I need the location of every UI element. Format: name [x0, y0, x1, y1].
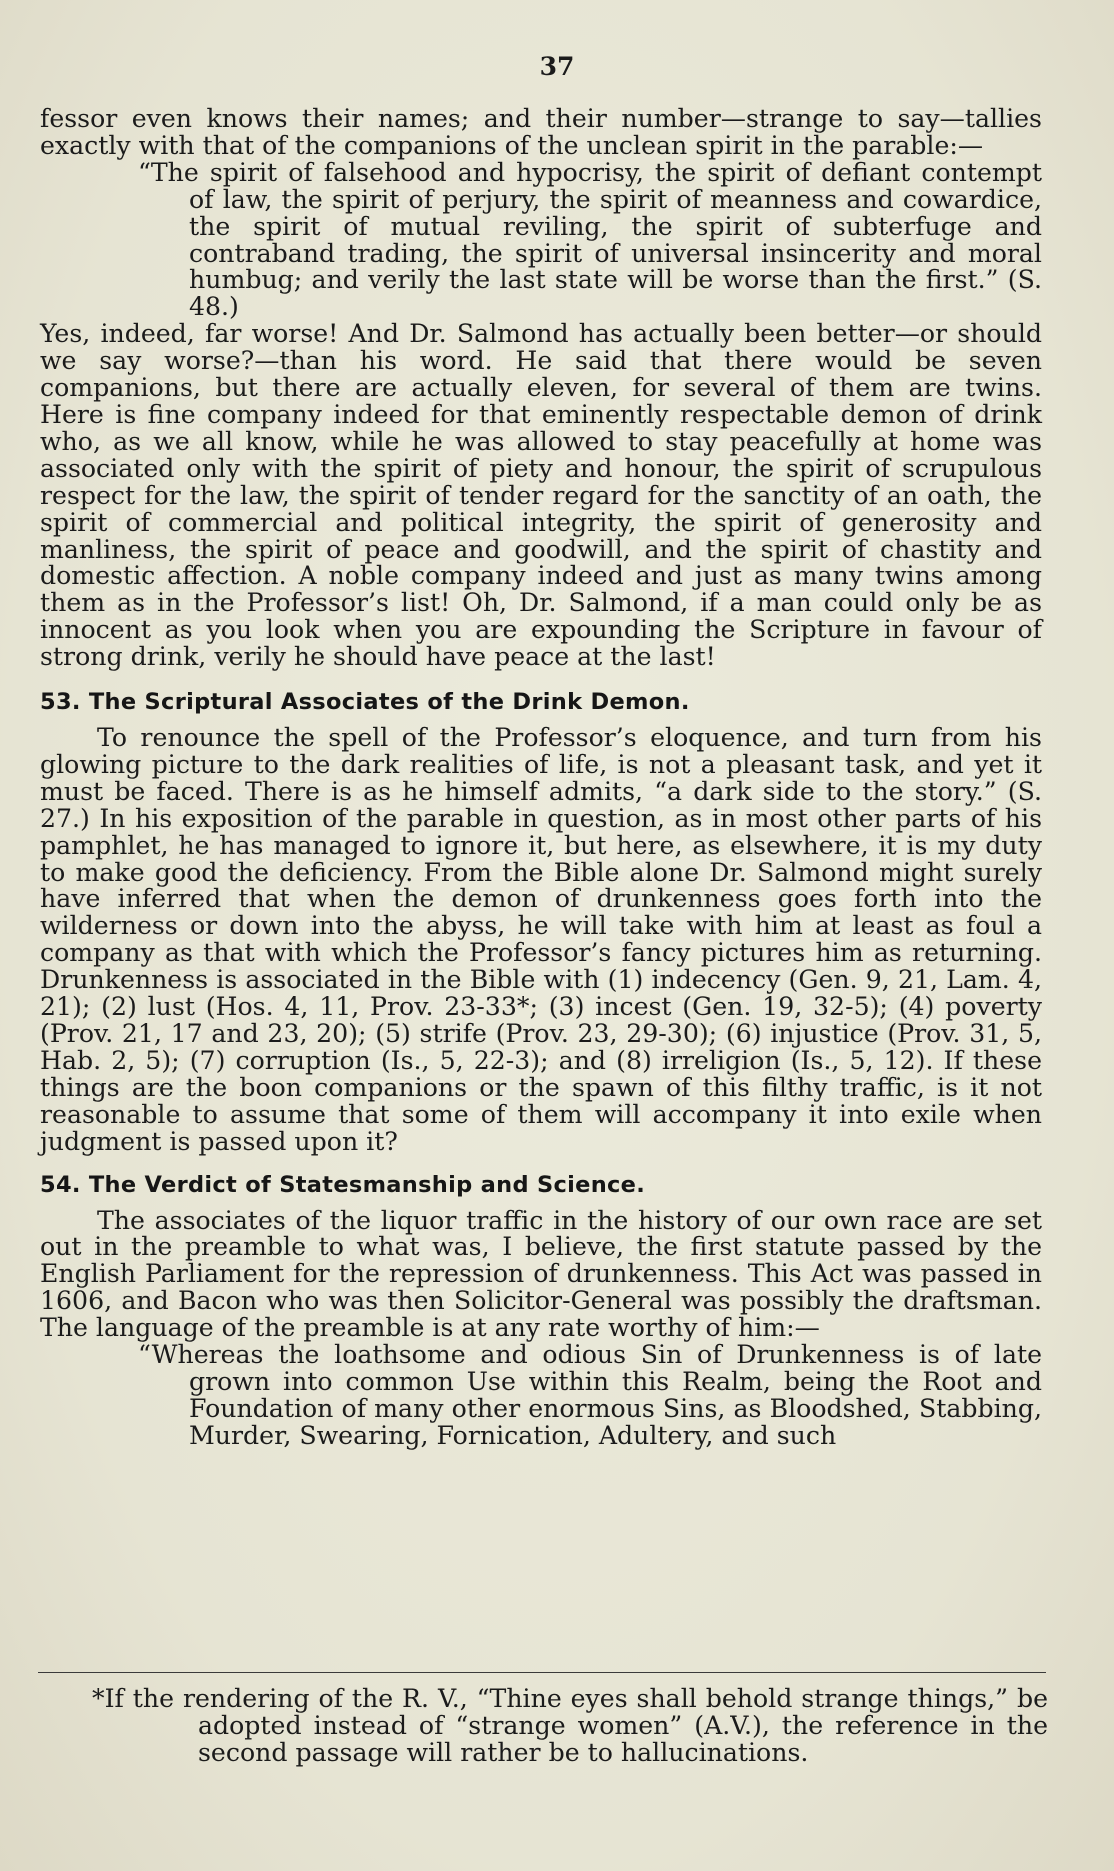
page-number: 37 — [539, 52, 575, 81]
paragraph-far-worse: Yes, indeed, far worse! And Dr. Salmond has actually been better—or should we say worse?—than his word. He said that there would be seven companions, but there are actually eleven, for several of them are twins. Here is fine company indeed for that eminently respectable demon of drink who, as we all know, while he was allowed to stay peacefully at home was associated only with the spirit of piety and honour, the spirit of scrupulous respect for the law, the spirit of tender regard for the sanctity of an oath, the spirit of commercial and political integrity, the spirit of generosity and manliness, the spirit of peace and goodwill, and the spirit of chastity and domestic affection. A noble company indeed and just as many twins among them as in the Professor’s list! Oh, Dr. Salmond, if a man could only be as innocent as you look when you are expounding the Scripture in favour of strong drink, verily he should have peace at the last! — [40, 319, 1042, 672]
footnote — [92, 1686, 1048, 1767]
section-heading-53: 53. The Scriptural Associates of the Drink Demon. — [40, 689, 690, 716]
block-quote-seven-spirits: “The spirit of falsehood and hypocrisy, the spirit of defiant contempt of law, the spirit of perjury, the spirit of meanness and cowardice, the spirit of mutual reviling, the spirit of subterfuge and contraband trading, the spirit of universal insincerity and moral humbug; and verily the last state will be worse than the first.” (S. 48.) — [138, 157, 1042, 322]
paragraph-intro: fessor even knows their names; and their number—strange to say—tallies exactly with that of the companions of the unclean spirit in the parable:— — [40, 104, 1042, 160]
section-53-body: To renounce the spell of the Professor’s eloquence, and turn from his glowing picture to the dark realities of life, is not a pleasant task, and yet it must be faced. There is as he himself admits, “a dark side to the story.” (S. 27.) In his exposition of the parable in question, as in most other parts of his pamphlet, he has managed to ignore it, but here, as elsewhere, it is my duty to make good the deficiency. From the Bible alone Dr. Salmond might surely have inferred that when the demon of drunkenness goes forth into the wilderness or down into the abyss, he will take with him at least as foul a company as that with which the Professor’s fancy pictures him as returning. Drunkenness is associated in the Bible with (1) indecency (Gen. 9, 21, Lam. 4, 21); (2) lust (Hos. 4, 11, Prov. 23-33*; (3) incest (Gen. 19, 32-5); (4) poverty (Prov. 21, 17 and 23, 20); (5) strife (Prov. 23, 29-30); (6) injustice (Prov. 31, 5, Hab. 2, 5); (7) corruption (Is., 5, 22-3); and (8) irreligion (Is., 5, 12). If these things are the boon companions or the spawn of this filthy traffic, is it not reasonable to assume that some of them will accompany it into exile when judgment is passed upon it? — [40, 723, 1042, 1156]
footnote-text: *If the rendering of the R. V., “Thine eyes shall behold strange things,” be adopted instead of “strange women” (A.V.), the reference in the second passage will rather be to hallucinations. — [92, 1684, 1048, 1767]
footnote-divider — [38, 1672, 1046, 1673]
page-body — [40, 106, 1042, 1450]
section-54-body: The associates of the liquor traffic in the history of our own race are set out in the preamble to what was, I believe, the first statute passed by the English Parliament for the repression of drunkenness. This Act was passed in 1606, and Bacon who was then Solicitor-General was possibly the draftsman. The language of the preamble is at any rate worthy of him:— — [40, 1205, 1042, 1343]
block-quote-preamble: “Whereas the loathsome and odious Sin of Drunkenness is of late grown into common Use within this Realm, being the Root and Foundation of many other enormous Sins, as Bloodshed, Stabbing, Murder, Swearing, Fornication, Adultery, and such — [138, 1340, 1042, 1450]
section-heading-54: 54. The Verdict of Statesmanship and Science. — [40, 1171, 646, 1198]
